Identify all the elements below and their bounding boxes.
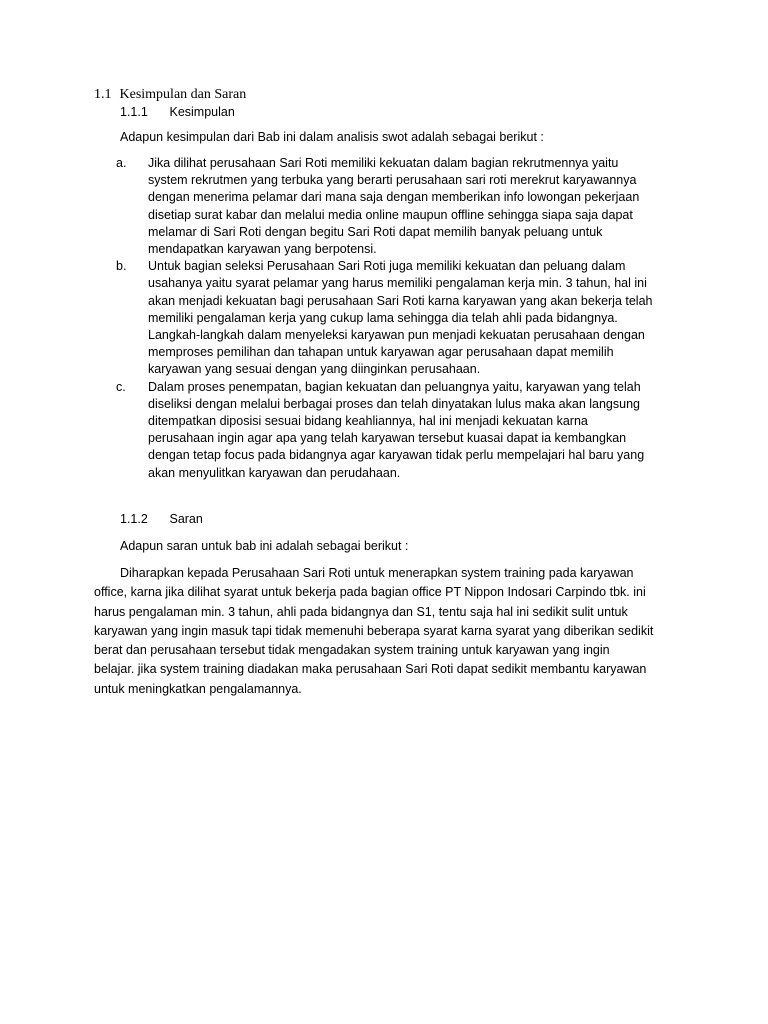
list-item [116, 155, 653, 258]
text-line: karyawan yang sesuai dengan yang diinginkan perusahaan. [148, 362, 481, 377]
text-line: melamar di Sari Roti dengan begitu Sari Roti dapat memilih banyak peluang untuk [148, 224, 603, 239]
text-line: diseliksi dengan melalui berbagai proses dan telah dinyatakan lulus maka akan langsung [148, 396, 640, 411]
text-line: Jika dilihat perusahaan Sari Roti memiliki kekuatan dalam bagian rekrutmennya yaitu [148, 156, 619, 170]
text-line: office, karna jika dilihat syarat untuk bekerja pada bagian office PT Nippon Indosari Carpindo tbk. ini [94, 585, 646, 600]
section-heading [94, 86, 246, 103]
list-item [116, 379, 653, 482]
subsection-number: 1.1.1 [120, 105, 148, 119]
text-line: akan menjadi kekuatan bagi perusahaan Sari Roti karna karyawan yang akan bekerja telah [148, 293, 653, 308]
list-marker: c. [116, 379, 126, 394]
text-line: memiliki pengalaman kerja yang cukup lama sehingga dia telah ahli pada bidangnya. [148, 310, 618, 325]
text-line: karyawan yang ingin masuk tapi tidak memenuhi beberapa syarat karna syarat yang diberikan sedikit [94, 623, 654, 638]
text-line: ditempatkan diposisi sesuai bidang keahliannya, hal ini menjadi kekuatan karna [148, 414, 588, 429]
text-line: dengan tetap focus pada bidangnya agar karyawan tidak perlu mempelajari hal baru yang [148, 448, 645, 463]
text-line: harus pengalaman min. 3 tahun, ahli pada bidangnya dan S1, tentu saja hal ini sedikit sulit untuk [94, 604, 628, 619]
kesimpulan-list [116, 155, 653, 482]
list-marker: a. [116, 156, 127, 170]
text-line: Langkah-langkah dalam menyeleksi karyawan pun menjadi kekuatan perusahaan dengan [148, 328, 645, 343]
text-line: Diharapkan kepada Perusahaan Sari Roti untuk menerapkan system training pada karyawan [120, 566, 634, 580]
text-line: dengan menerima pelamar dari mana saja dengan memberikan info lowongan pekerjaan [148, 190, 640, 205]
text-line: untuk meningkatkan pengalamannya. [94, 681, 302, 696]
subsection-heading-saran [120, 511, 203, 527]
subsection-number: 1.1.2 [120, 512, 148, 526]
kesimpulan-intro: Adapun kesimpulan dari Bab ini dalam analisis swot adalah sebagai berikut : [120, 130, 544, 144]
text-line: akan menyulitkan karyawan dan perudahaan. [148, 465, 401, 480]
saran-paragraph [94, 564, 653, 699]
section-title: Kesimpulan dan Saran [119, 87, 247, 102]
text-line: Untuk bagian seleksi Perusahaan Sari Roti juga memiliki kekuatan dan peluang dalam [148, 259, 626, 274]
subsection-heading-kesimpulan [120, 104, 235, 120]
section-number: 1.1 [94, 87, 112, 102]
list-item [116, 258, 653, 378]
text-line: mendapatkan karyawan yang berpotensi. [148, 242, 377, 257]
saran-intro: Adapun saran untuk bab ini adalah sebagai berikut : [120, 539, 409, 553]
subsection-title: Kesimpulan [169, 105, 235, 119]
subsection-title: Saran [169, 512, 203, 526]
text-line: system rekrutmen yang terbuka yang berarti perusahaan sari roti merekrut karyawannya [148, 173, 637, 188]
text-line: perusahaan ingin agar apa yang telah karyawan tersebut kuasai dapat ia kembangkan [148, 431, 627, 446]
text-line: Dalam proses penempatan, bagian kekuatan dan peluangnya yaitu, karyawan yang telah [148, 379, 641, 394]
text-line: berat dan perusahaan tersebut tidak mengadakan system training untuk karyawan yang ingin [94, 643, 610, 658]
text-line: usahanya yaitu syarat pelamar yang harus memiliki pengalaman kerja min. 3 tahun, hal ini [148, 276, 647, 291]
list-marker: b. [116, 259, 127, 274]
text-line: memproses pemilihan dan tahapan untuk karyawan agar perusahaan dapat memilih [148, 345, 614, 360]
text-line: belajar. jika system training diadakan maka perusahaan Sari Roti dapat sedikit membantu karyawan [94, 662, 647, 677]
text-line: disetiap surat kabar dan melalui media online maupun offline sehingga siapa saja dapat [148, 207, 633, 222]
